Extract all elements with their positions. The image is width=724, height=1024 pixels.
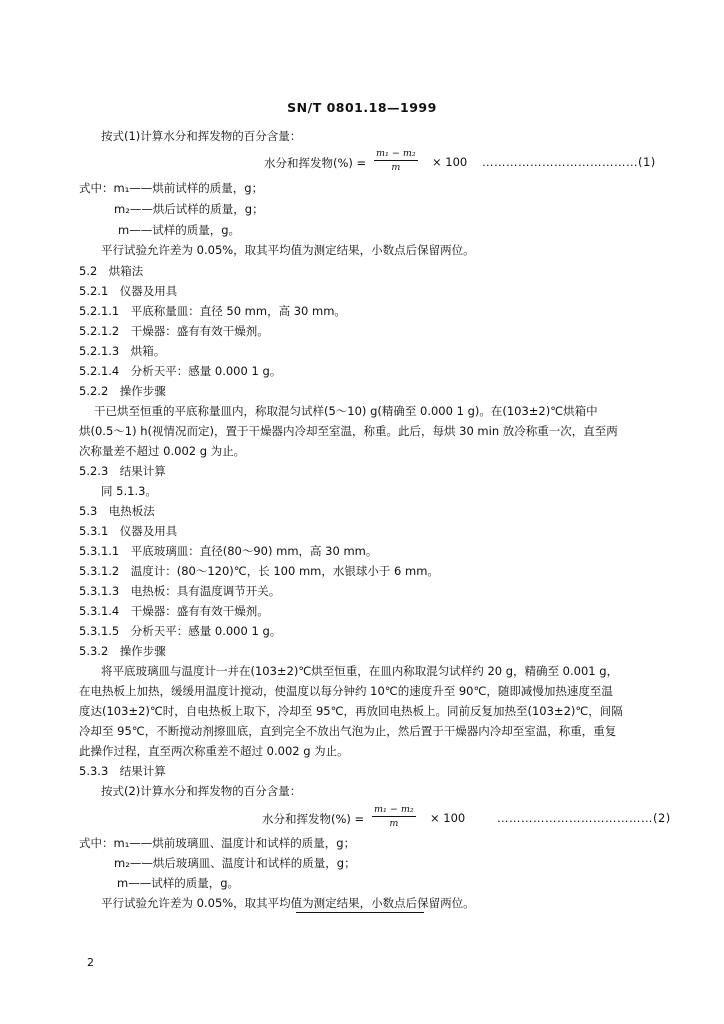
- where2-m2: m₂——烘后玻璃皿、温度计和试样的质量，g；: [114, 856, 356, 870]
- eq1-fraction: [374, 148, 418, 173]
- where1-m: m——试样的质量，g。: [118, 223, 241, 237]
- section-5-3-title: 5.3 电热板法: [79, 504, 155, 518]
- eq1-number: …………………………………(1): [482, 155, 656, 169]
- section-5-3-2: 5.3.2 操作步骤: [79, 644, 166, 658]
- section-5-3-1-5: 5.3.1.5 分析天平：感量 0.000 1 g。: [79, 624, 282, 638]
- section-5-2-1-1: 5.2.1.1 平底称量皿：直径 50 mm，高 30 mm。: [79, 304, 346, 318]
- section-5-3-1-1: 5.3.1.1 平底玻璃皿：直径(80～90) mm，高 30 mm。: [79, 544, 378, 558]
- end-rule: [296, 912, 424, 913]
- where1-m2: m₂——烘后试样的质量，g；: [114, 202, 264, 216]
- eq2-number: …………………………………(2): [497, 811, 671, 825]
- tolerance-1: 平行试验允许差为 0.05%，取其平均值为测定结果，小数点后保留两位。: [101, 243, 475, 257]
- eq2-lhs: 水分和挥发物(%) =: [262, 812, 365, 826]
- procedure-5-3-2-line: 冷却至 95℃，不断搅动剂擦皿底，直到完全不放出气泡为止，然后置于干燥器内冷却至室温，称重，重复: [79, 724, 617, 738]
- procedure-5-3-2-line: 在电热板上加热，缓缓用温度计搅动，使温度以每分钟约 10℃的速度升至 90℃，随即减慢加热速度至温: [79, 684, 613, 698]
- same-as-5-1-3: 同 5.1.3。: [101, 484, 157, 498]
- procedure-5-2-2-line: 次称量差不超过 0.002 g 为止。: [79, 444, 246, 458]
- where1-m1: 式中：m₁——烘前试样的质量，g；: [79, 181, 264, 195]
- section-5-2-1-2: 5.2.1.2 干燥器：盛有有效干燥剂。: [79, 324, 269, 338]
- section-5-3-1-2: 5.3.1.2 温度计：(80～120)℃，长 100 mm，水银球小于 6 mm。: [79, 564, 439, 578]
- where2-m1: 式中：m₁——烘前玻璃皿、温度计和试样的质量，g；: [79, 836, 356, 850]
- eq1-denominator: m: [391, 162, 401, 173]
- section-5-3-1-4: 5.3.1.4 干燥器：盛有有效干燥剂。: [79, 604, 269, 618]
- section-5-3-1-3: 5.3.1.3 电热板：具有温度调节开关。: [79, 584, 281, 598]
- page-number: 2: [87, 956, 94, 969]
- tolerance-2: 平行试验允许差为 0.05%，取其平均值为测定结果，小数点后保留两位。: [101, 896, 475, 910]
- eq2-fraction: [372, 804, 416, 829]
- section-5-2-1: 5.2.1 仪器及用具: [79, 284, 178, 298]
- procedure-5-2-2-line: 烘(0.5～1) h(视情况而定)，置于干燥器内冷却至室温，称重。此后，每烘 30 min 放冷称重一次，直至两: [79, 424, 618, 438]
- section-5-3-1: 5.3.1 仪器及用具: [79, 524, 178, 538]
- procedure-5-3-2-line: 此操作过程，直至两次称重差不超过 0.002 g 为止。: [79, 744, 349, 758]
- section-5-2-title: 5.2 烘箱法: [79, 264, 144, 278]
- section-5-3-3: 5.3.3 结果计算: [79, 764, 166, 778]
- procedure-5-3-2-line: 将平底玻璃皿与温度计一并在(103±2)℃烘至恒重，在皿内称取混匀试样约 20 g，精确至 0.001 g，: [101, 664, 619, 678]
- section-5-2-1-4: 5.2.1.4 分析天平：感量 0.000 1 g。: [79, 364, 282, 378]
- eq1-rhs: × 100: [432, 155, 468, 169]
- section-5-2-3: 5.2.3 结果计算: [79, 464, 166, 478]
- where2-m: m——试样的质量，g。: [117, 876, 240, 890]
- eq2-intro: 按式(2)计算水分和挥发物的百分含量：: [101, 784, 302, 798]
- eq1-lhs: 水分和挥发物(%) =: [264, 156, 367, 170]
- procedure-5-2-2-line: 干已烘至恒重的平底称量皿内，称取混匀试样(5～10) g(精确至 0.000 1 g)。在(103±2)℃烘箱中: [94, 404, 598, 418]
- document-header: SN/T 0801.18—1999: [287, 100, 437, 115]
- eq2-numerator: m₁ − m₂: [374, 804, 414, 815]
- procedure-5-3-2-line: 度达(103±2)℃时，自电热板上取下，冷却至 95℃，再放回电热板上。同前反复加热至(103±2)℃，间隔: [79, 704, 623, 718]
- section-5-2-2: 5.2.2 操作步骤: [79, 384, 166, 398]
- eq1-intro: 按式(1)计算水分和挥发物的百分含量：: [101, 129, 302, 143]
- eq2-rhs: × 100: [430, 811, 466, 825]
- section-5-2-1-3: 5.2.1.3 烘箱。: [79, 344, 166, 358]
- eq2-denominator: m: [389, 818, 399, 829]
- eq1-numerator: m₁ − m₂: [376, 148, 416, 159]
